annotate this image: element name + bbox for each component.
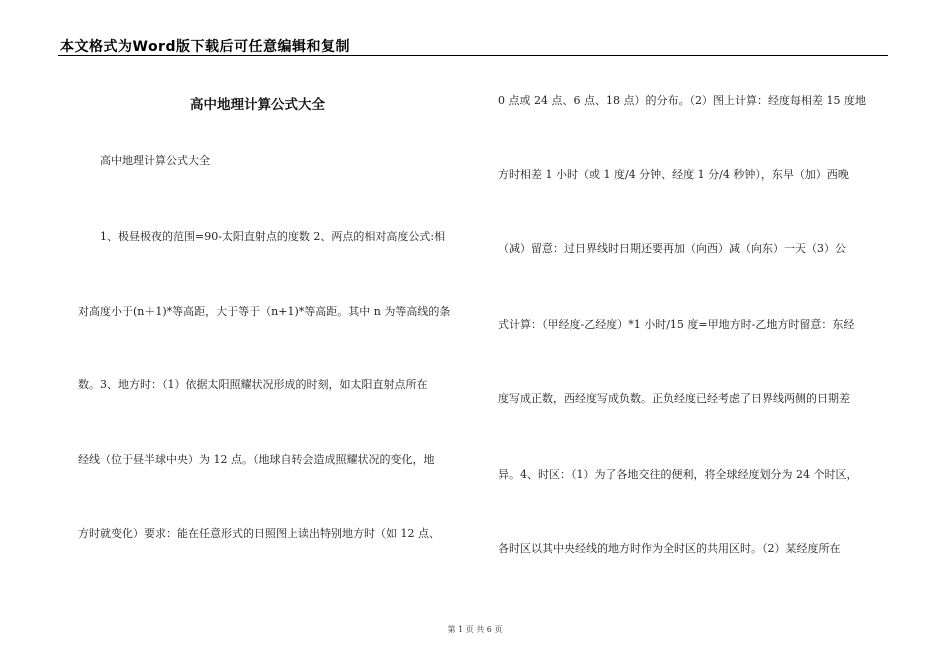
right-line: 各时区以其中央经线的地方时作为全时区的共用区时。（2）某经度所在 (498, 542, 841, 555)
header-divider (58, 55, 888, 56)
left-line: 经线（位于昼半球中央）为 12 点。（地球自转会造成照耀状况的变化，地 (78, 453, 435, 466)
page-number: 第 1 页 共 6 页 (447, 625, 503, 634)
left-line: 对高度小于(n＋1)*等高距，大于等于（n+1)*等高距。其中 n 为等高线的条 (78, 305, 451, 318)
right-line: 方时相差 1 小时（或 1 度/4 分钟、经度 1 分/4 秒钟），东早（加）西晚 (498, 168, 849, 181)
left-line: 高中地理计算公式大全 (100, 154, 210, 167)
right-line: （减）留意：过日界线时日期还要再加（向西）减（向东）一天（3）公 (498, 242, 846, 255)
right-line: 度写成正数，西经度写成负数。正负经度已经考虑了日界线两侧的日期差 (498, 392, 850, 405)
right-line: 0 点或 24 点、6 点、18 点）的分布。（2）图上计算：经度每相差 15 度地 (498, 94, 866, 107)
header-text: 本文格式为Word版下载后可任意编辑和复制 (60, 39, 350, 55)
right-line: 异。4、时区：（1）为了各地交往的便利，将全球经度划分为 24 个时区， (498, 468, 858, 481)
document-title: 高中地理计算公式大全 (190, 97, 325, 113)
left-line: 1、极昼极夜的范围=90-太阳直射点的度数 2、两点的相对高度公式:相 (100, 230, 446, 243)
right-line: 式计算：（甲经度-乙经度）*1 小时/15 度=甲地方时-乙地方时留意：东经 (498, 318, 855, 331)
left-line: 方时就变化）要求：能在任意形式的日照图上读出特别地方时（如 12 点、 (78, 527, 440, 540)
left-line: 数。3、地方时：（1）依据太阳照耀状况形成的时刻，如太阳直射点所在 (78, 378, 428, 391)
